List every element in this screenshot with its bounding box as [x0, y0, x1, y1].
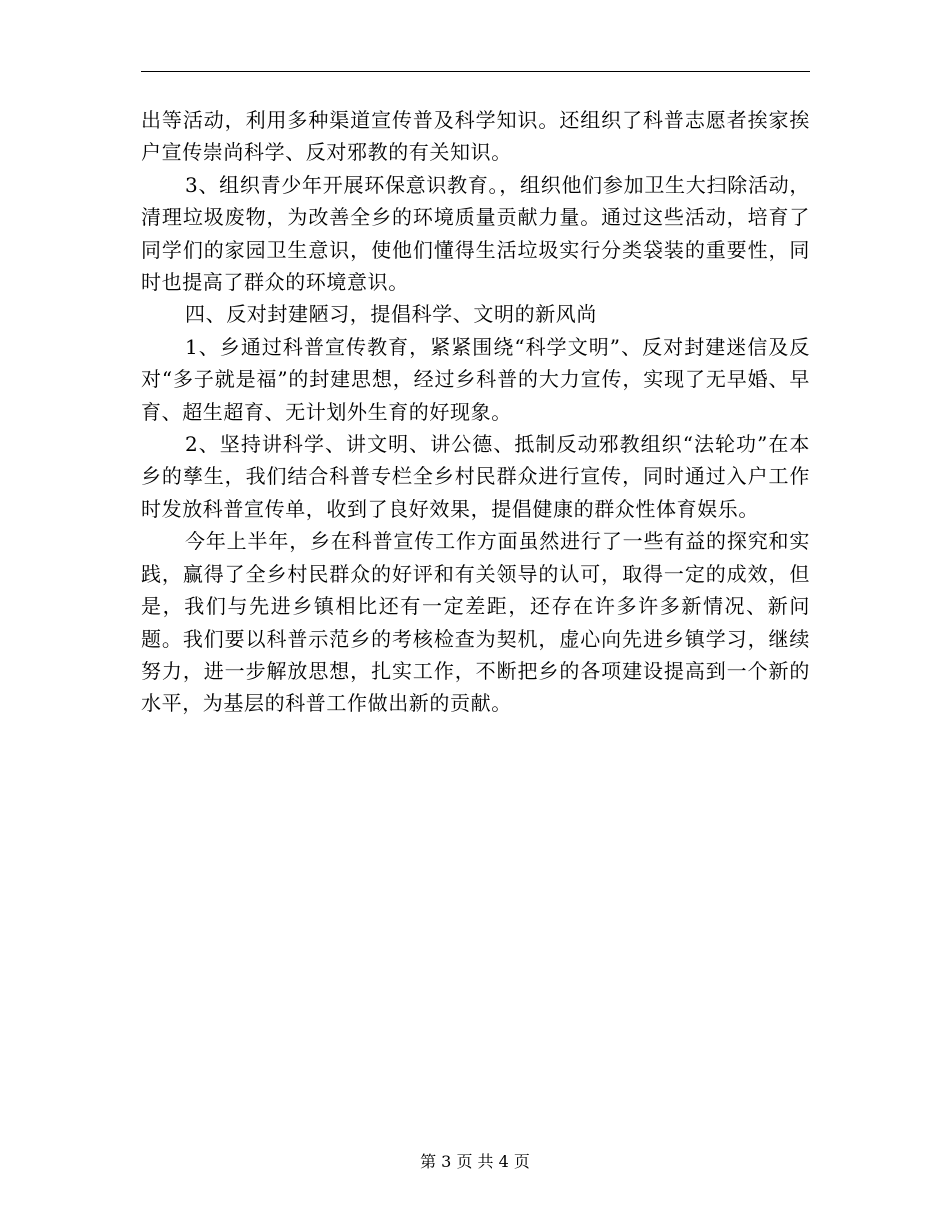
- page-number-footer: 第 3 页 共 4 页: [420, 1152, 530, 1171]
- section-heading: 四、反对封建陋习，提倡科学、文明的新风尚: [185, 302, 597, 327]
- paragraph-1: 出等活动，利用多种渠道宣传普及科学知识。还组织了科普志愿者挨家挨户宣传崇尚科学、反对邪教的有关知识。: [141, 108, 810, 165]
- document-body: [141, 104, 810, 720]
- header-rule: [141, 71, 810, 72]
- paragraph-5: 今年上半年，乡在科普宣传工作方面虽然进行了一些有益的探究和实践，赢得了全乡村民群众的好评和有关领导的认可，取得一定的成效，但是，我们与先进乡镇相比还有一定差距，还存在许多许多新情况、新问题。我们要以科普示范乡的考核检查为契机，虚心向先进乡镇学习，继续努力，进一步解放思想，扎实工作，不断把乡的各项建设提高到一个新的水平，为基层的科普工作做出新的贡献。: [141, 529, 810, 716]
- paragraph-2: 3、组织青少年开展环保意识教育。，组织他们参加卫生大扫除活动，清理垃圾废物，为改善全乡的环境质量贡献力量。通过这些活动，培育了同学们的家园卫生意识，使他们懂得生活垃圾实行分类袋装的重要性，同时也提高了群众的环境意识。: [141, 172, 810, 295]
- paragraph-4: 2、坚持讲科学、讲文明、讲公德、抵制反动邪教组织“法轮功”在本乡的孳生，我们结合科普专栏全乡村民群众进行宣传，同时通过入户工作时发放科普宣传单，收到了良好效果，提倡健康的群众性体育娱乐。: [141, 432, 810, 521]
- paragraph-3: 1、乡通过科普宣传教育，紧紧围绕“科学文明”、反对封建迷信及反对“多子就是福”的封建思想，经过乡科普的大力宣传，实现了无早婚、早育、超生超育、无计划外生育的好现象。: [141, 334, 810, 424]
